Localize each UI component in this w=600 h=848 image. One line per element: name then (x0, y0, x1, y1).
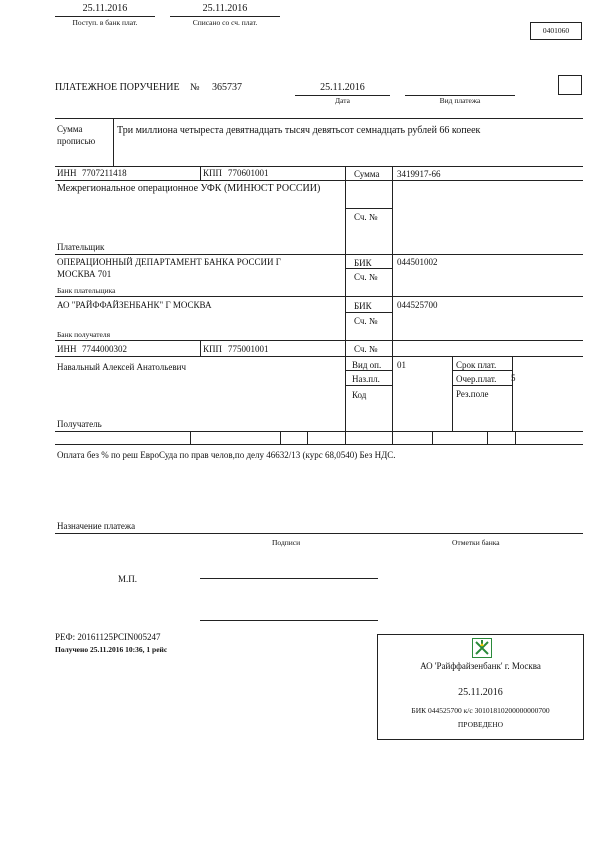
grid-line (55, 356, 393, 357)
payee-bank-label: Банк получателя (57, 330, 111, 339)
signature-line-1 (200, 578, 378, 579)
debited-label: Списано со сч. плат. (192, 18, 258, 27)
purpose-code-label: Наз.пл. (352, 374, 380, 384)
bank-stamp (377, 634, 584, 740)
grid-line (345, 385, 393, 386)
debited-date: 25.11.2016 (202, 3, 248, 14)
payer-bank-account-label: Сч. № (354, 272, 378, 282)
payment-type-label: Вид платежа (439, 96, 481, 105)
payer-bik: 044501002 (397, 257, 438, 267)
payee-name: Навальный Алексей Анатольевич (57, 362, 186, 372)
payer-bank-name2: МОСКВА 701 (57, 269, 112, 279)
bank-logo-icon (472, 638, 492, 658)
payee-bank-account-label: Сч. № (354, 316, 378, 326)
stamp-status: ПРОВЕДЕНО (457, 720, 504, 729)
grid-line (55, 180, 345, 181)
payee-account-label: Сч. № (354, 344, 378, 354)
grid-line (432, 431, 433, 444)
received-text: Получено 25.11.2016 10:36, 1 рейс (55, 645, 168, 654)
form-code-box (530, 22, 582, 40)
payee-inn-label: ИНН (57, 344, 77, 354)
received-date-line (55, 16, 155, 17)
order-title: ПЛАТЕЖНОЕ ПОРУЧЕНИЕ (55, 82, 180, 93)
grid-line (307, 431, 308, 444)
purpose-text: Оплата без % по реш ЕвроСуда по прав челов,по делу 46632/13 (курс 68,0540) Без НДС. (57, 450, 396, 460)
reserve-label: Рез.поле (456, 389, 489, 399)
stamp-details: БИК 044525700 к/с 30101810200000000700 (411, 706, 550, 715)
ref-text: РЕФ: 20161125PCIN005247 (55, 632, 161, 642)
grid-line (487, 431, 488, 444)
order-date: 25.11.2016 (320, 82, 365, 93)
grid-line (55, 444, 583, 445)
payer-name: Межрегиональное операционное УФК (МИНЮСТ РОССИИ) (57, 183, 321, 194)
grid-line (55, 118, 583, 119)
payer-label: Плательщик (57, 242, 105, 252)
signature-line-2 (200, 620, 378, 621)
payee-label: Получатель (57, 419, 102, 429)
debited-date-line (170, 16, 280, 17)
signatures-label: Подписи (272, 538, 301, 547)
payee-kpp-label: КПП (203, 344, 223, 354)
payer-inn: 7707211418 (82, 168, 127, 178)
payer-bank-name1: ОПЕРАЦИОННЫЙ ДЕПАРТАМЕНТ БАНКА РОССИИ Г (57, 257, 281, 267)
grid-line (452, 356, 453, 432)
received-date: 25.11.2016 (82, 3, 128, 14)
priority-label: Очер.плат. (456, 374, 497, 384)
due-label: Срок плат. (456, 360, 497, 370)
purpose-label: Назначение платежа (57, 521, 136, 531)
grid-line (345, 356, 583, 357)
payee-bik: 044525700 (397, 300, 438, 310)
stamp-label: М.П. (118, 574, 138, 584)
grid-line (55, 431, 583, 432)
payee-bik-label: БИК (354, 301, 372, 311)
order-number-sign: № (190, 82, 200, 93)
stamp-bank-name: АО 'Райффайзенбанк' г. Москва (420, 661, 541, 671)
received-label: Поступ. в банк плат. (72, 18, 138, 27)
grid-line (55, 254, 583, 255)
grid-line (452, 385, 512, 386)
payer-sum-label: Сумма (354, 169, 380, 179)
payer-inn-label: ИНН (57, 168, 77, 178)
stamp-date: 25.11.2016 (458, 687, 503, 698)
amount-words: Три миллиона четыреста девятнадцать тысяч девятьсот семнадцать рублей 66 копеек (117, 125, 481, 136)
order-number: 365737 (212, 82, 242, 93)
code-label: Код (352, 390, 367, 400)
payee-inn: 7744000302 (82, 344, 127, 354)
grid-line (55, 533, 583, 534)
payer-account-label: Сч. № (354, 212, 378, 222)
grid-line (345, 370, 393, 371)
grid-line (113, 118, 114, 166)
order-date-label: Дата (335, 96, 350, 105)
grid-line (345, 312, 393, 313)
amount-words-label1: Сумма (57, 124, 83, 134)
payee-bank-name: АО "РАЙФФАЙЗЕНБАНК" Г МОСКВА (57, 300, 212, 310)
priority: 5 (511, 373, 516, 383)
payer-kpp: 770601001 (228, 168, 269, 178)
status-box (558, 75, 582, 95)
grid-line (345, 180, 583, 181)
grid-line (515, 431, 516, 444)
grid-line (512, 356, 513, 432)
grid-line (452, 370, 512, 371)
bank-marks-label: Отметки банка (452, 538, 500, 547)
grid-line (345, 208, 393, 209)
payer-bik-label: БИК (354, 258, 372, 268)
payer-bank-label: Банк плательщика (57, 286, 116, 295)
grid-line (55, 340, 583, 341)
op-type-label: Вид оп. (352, 360, 382, 370)
form-code: 0401060 (542, 26, 570, 35)
payer-sum: 3419917-66 (397, 169, 441, 179)
op-type: 01 (397, 360, 406, 370)
grid-line (55, 166, 583, 167)
grid-line (200, 166, 201, 180)
grid-line (280, 431, 281, 444)
grid-line (190, 431, 191, 444)
grid-line (200, 340, 201, 356)
payee-kpp: 775001001 (228, 344, 269, 354)
grid-line (345, 268, 393, 269)
amount-words-label2: прописью (57, 136, 96, 146)
grid-line (55, 296, 583, 297)
payer-kpp-label: КПП (203, 168, 223, 178)
